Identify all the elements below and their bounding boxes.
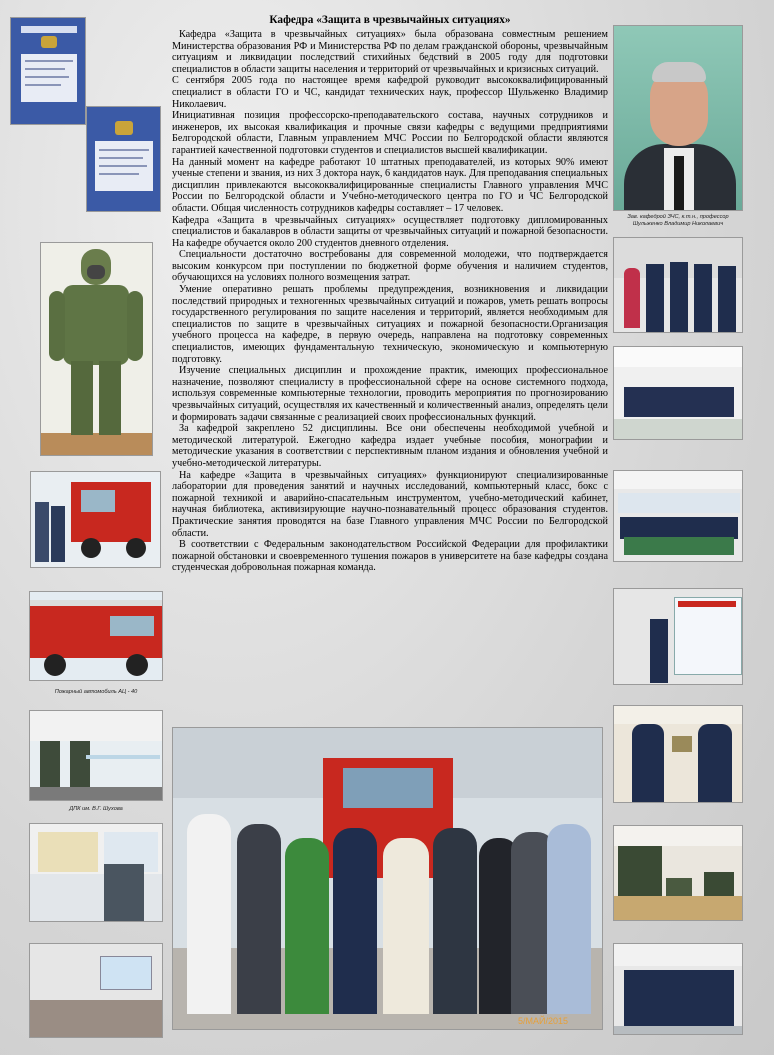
main-text: [172, 29, 608, 574]
paragraph: Кафедра «Защита в чрезвычайных ситуациях» была образована совместным решением Министерства образования РФ и Министерства РФ по делам гражданской обороны, чрезвычайным ситуациям и ликвидации последствий стихийных бедствий в 2005 году для подготовки специалистов в области защиты населения и территорий от чрезвычайных и кризисных ситуаций.: [172, 29, 608, 75]
classroom-photo: [29, 943, 163, 1038]
paragraph: Специальности достаточно востребованы для современной молодежи, что подтверждается высоким конкурсом при поступлении по бюджетной форме обучения и наличием студентов, обучающихся на условиях полного возмещения затрат.: [172, 249, 608, 284]
students-group-photo: [613, 943, 743, 1035]
staff-photo-1: [613, 237, 743, 333]
diploma-image-1: [10, 17, 86, 125]
page-title: Кафедра «Защита в чрезвычайных ситуациях»: [269, 14, 511, 26]
paragraph: Кафедра «Защита в чрезвычайных ситуациях» осуществляет подготовку дипломированных специалистов и бакалавров в области защиты от чрезвычайных ситуаций и пожарной безопасности. На кафедре обучается около 200 студентов дневного отделения.: [172, 214, 608, 249]
fire-truck-image-1: [30, 471, 161, 568]
paragraph: На данный момент на кафедре работают 10 штатных преподавателей, из которых 90% имеют ученые степени и звания, из них 3 доктора наук, 6 кандидатов наук. Для преподавания специальных дисциплин привлекаются высококвалифицированные специалисты Главного управления МЧС России по Белгородской области и Учебно-методического центра по ГО и ЧС Белгородской области. Общая численность сотрудников кафедры составляет – 17 человек.: [172, 156, 608, 214]
paragraph: За кафедрой закреплено 52 дисциплины. Все они обеспечены необходимой учебной и методической литературой. Ежегодно кафедра издает учебные пособия, монографии и методические указания в соответствии с перспективным планом издания и обновления учебной и учебно-методической литературы.: [172, 423, 608, 469]
head-portrait-image: [613, 25, 743, 211]
dpk-caption: ДПК им. В.Г. Шухова: [69, 806, 123, 812]
paragraph: Инициативная позиция профессорско-преподавательского состава, научных сотрудников и инженеров, их высокая квалификация и прочные связи кафедры с ведущими предприятиями Белгородской области, Главным управлением МЧС России по Белгородской области являются гарантией качественной подготовки студентов и специалистов высшей квалификации.: [172, 110, 608, 156]
equipment-photo: [613, 825, 743, 921]
diploma-image-2: [86, 106, 161, 212]
head-caption: Зав. кафедрой ЗЧС, к.т.н., профессор Шульженко Владимир Николаевич: [627, 214, 729, 227]
staff-photo-2: [613, 346, 743, 440]
lab-instruments-photo-1: [613, 705, 743, 803]
presentation-photo: [613, 588, 743, 685]
lab-photo: [613, 470, 743, 562]
protective-suit-image: [40, 242, 153, 456]
group-photo: [172, 727, 603, 1030]
photo-date-stamp: 5/МАЙ/2015: [518, 1016, 568, 1026]
paragraph: Умение оперативно решать проблемы предупреждения, возникновения и ликвидации последствий природных и техногенных чрезвычайных ситуаций и пожаров, уметь решать вопросы государственного регулирования по защите населения и территорий, является необходимым для специалистов по защите в чрезвычайных ситуациях и пожарной безопасности.Организация учебного процесса на кафедре, в первую очередь, направлена на подготовку современных специалистов, имеющих фундаментальную техническую, экономическую и компьютерную подготовку.: [172, 284, 608, 365]
paragraph: Изучение специальных дисциплин и прохождение практик, имеющих профессиональное назначение, позволяют специалисту в профессиональной сфере на основе системного подхода, используя современные компьютерные технологии, проводить мероприятия по прогнозированию чрезвычайных ситуаций, осуществляя их качественный и количественный анализ, определять цели и формировать задачи связанные с реализацией своих профессиональных функций.: [172, 365, 608, 423]
paragraph: С сентября 2005 года по настоящее время кафедрой руководит высококвалифицированный специалист в области ГО и ЧС, кандидат технических наук, профессор Шульженко Владимир Николаевич.: [172, 75, 608, 110]
paragraph: В соответствии с Федеральным законодательством Российской Федерации для профилактики пожарной обстановки и своевременного тушения пожаров в университете на базе кафедры создана студенческая добровольная пожарная команда.: [172, 539, 608, 574]
paragraph: На кафедре «Защита в чрезвычайных ситуациях» функционируют специализированные лаборатории для проведения занятий и научных исследований, компьютерный класс, бокс с пожарной техникой и аварийно-спасательным инструментом, учебно-методический кабинет, научная библиотека, активизирующие научно-познавательный процесс образования студентов. Практические занятия проводятся на базе Главного управления МЧС России по Белгородской области.: [172, 469, 608, 539]
fire-truck-image-2: [29, 591, 163, 681]
truck-caption: Пожарный автомобиль АЦ - 40: [54, 689, 138, 695]
gas-masks-photo: [29, 823, 163, 922]
hose-drill-photo: [29, 710, 163, 801]
